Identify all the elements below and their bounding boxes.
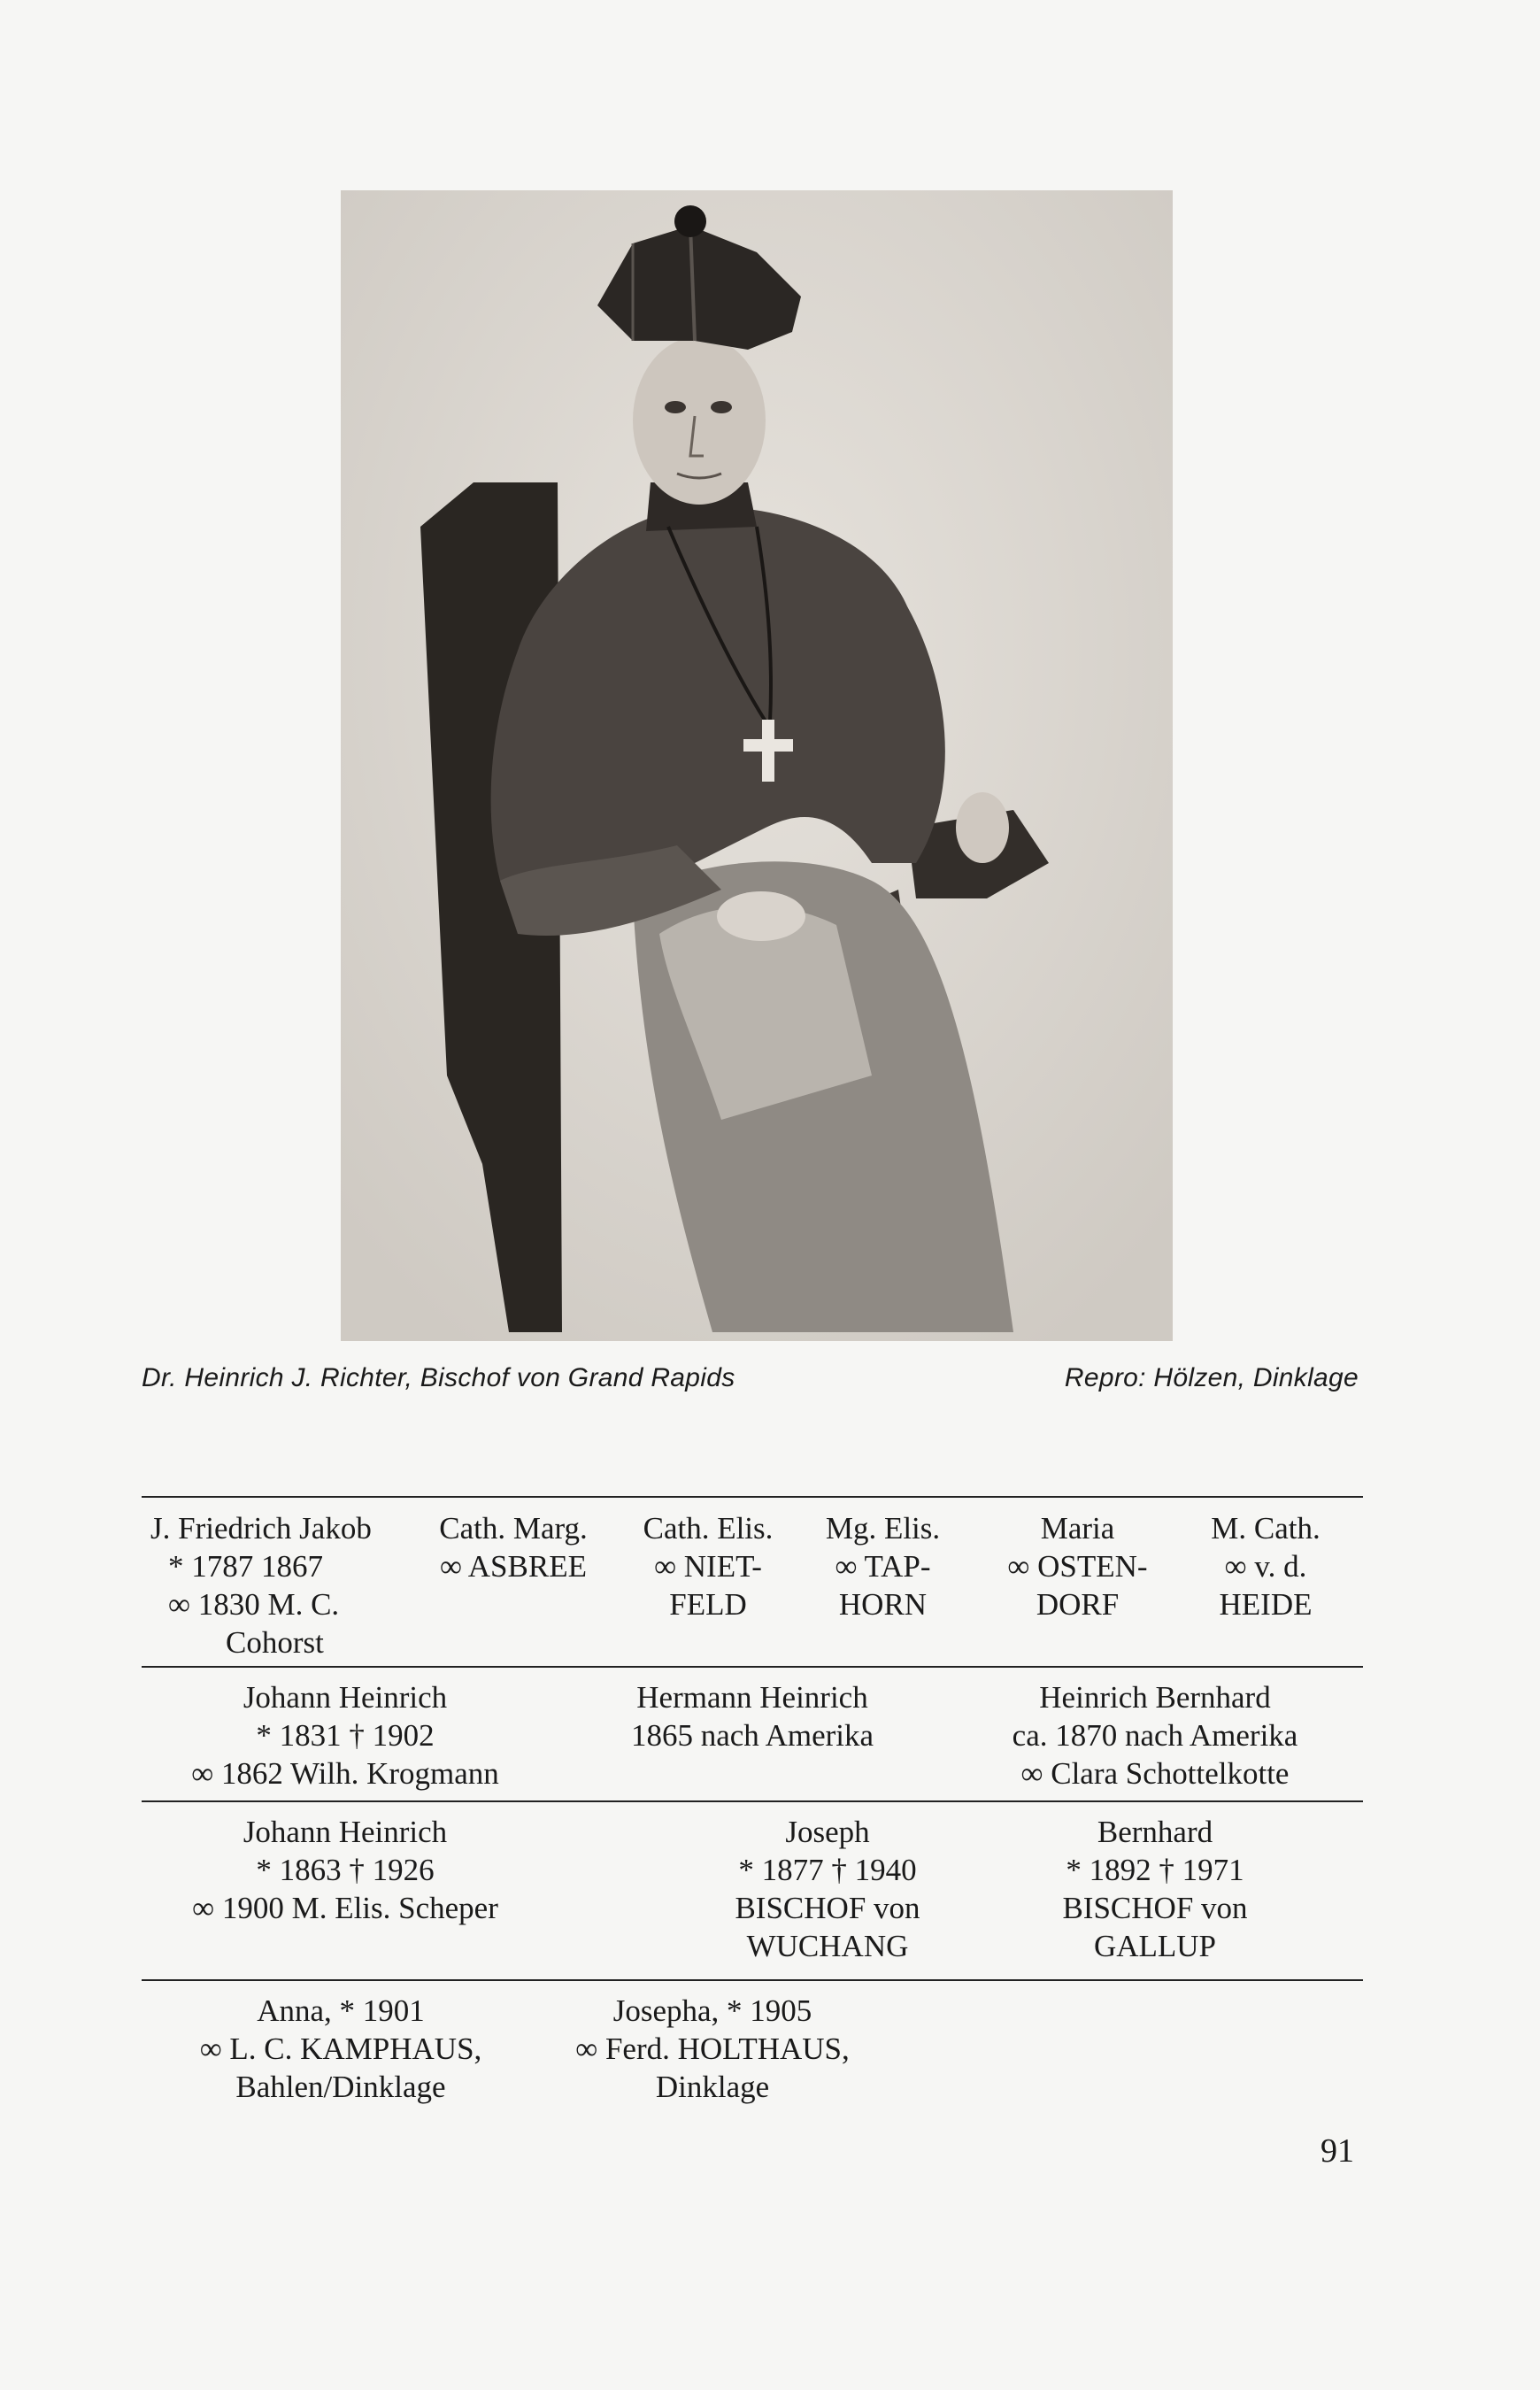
row3-bernhard: Bernhard * 1892 † 1971 BISCHOF von GALLUP xyxy=(1062,1815,1248,1963)
row1-cath-marg: Cath. Marg. ∞ ASBREE xyxy=(439,1511,588,1584)
row2-johann-heinrich: Johann Heinrich * 1831 † 1902 ∞ 1862 Wilh. Krogmann xyxy=(191,1680,499,1791)
row2-heinrich-bernhard: Heinrich Bernhard ca. 1870 nach Amerika ∞ Clara Schottelkotte xyxy=(1012,1680,1298,1791)
row4-josepha: Josepha, * 1905 ∞ Ferd. HOLTHAUS, Dinklage xyxy=(575,1993,850,2104)
row1-maria: Maria ∞ OSTEN- DORF xyxy=(1007,1511,1148,1622)
table-rule-top xyxy=(142,1496,1363,1498)
bishop-portrait-photo xyxy=(341,190,1173,1341)
row1-cath-elis: Cath. Elis. ∞ NIET- FELD xyxy=(643,1511,774,1622)
row3-joseph: Joseph * 1877 † 1940 BISCHOF von WUCHANG xyxy=(735,1815,920,1963)
row1-m-cath: M. Cath. ∞ v. d. HEIDE xyxy=(1211,1511,1321,1622)
table-rule-1 xyxy=(142,1666,1363,1668)
table-rule-2 xyxy=(142,1800,1363,1802)
row4-anna: Anna, * 1901 ∞ L. C. KAMPHAUS, Bahlen/Dinklage xyxy=(199,1993,482,2104)
row1-friedrich-jakob: J. Friedrich Jakob * 1787 1867 ∞ 1830 M. C. Cohorst xyxy=(150,1511,372,1660)
page-number: 91 xyxy=(1321,2132,1354,2170)
row2-hermann-heinrich: Hermann Heinrich 1865 nach Amerika xyxy=(630,1680,874,1753)
photo-caption: Dr. Heinrich J. Richter, Bischof von Grand Rapids xyxy=(142,1363,735,1392)
row3-johann-heinrich: Johann Heinrich * 1863 † 1926 ∞ 1900 M. Elis. Scheper xyxy=(192,1815,498,1925)
table-rule-3 xyxy=(142,1979,1363,1981)
photo-credit: Repro: Hölzen, Dinklage xyxy=(1064,1363,1359,1392)
row1-mg-elis: Mg. Elis. ∞ TAP- HORN xyxy=(825,1511,941,1622)
